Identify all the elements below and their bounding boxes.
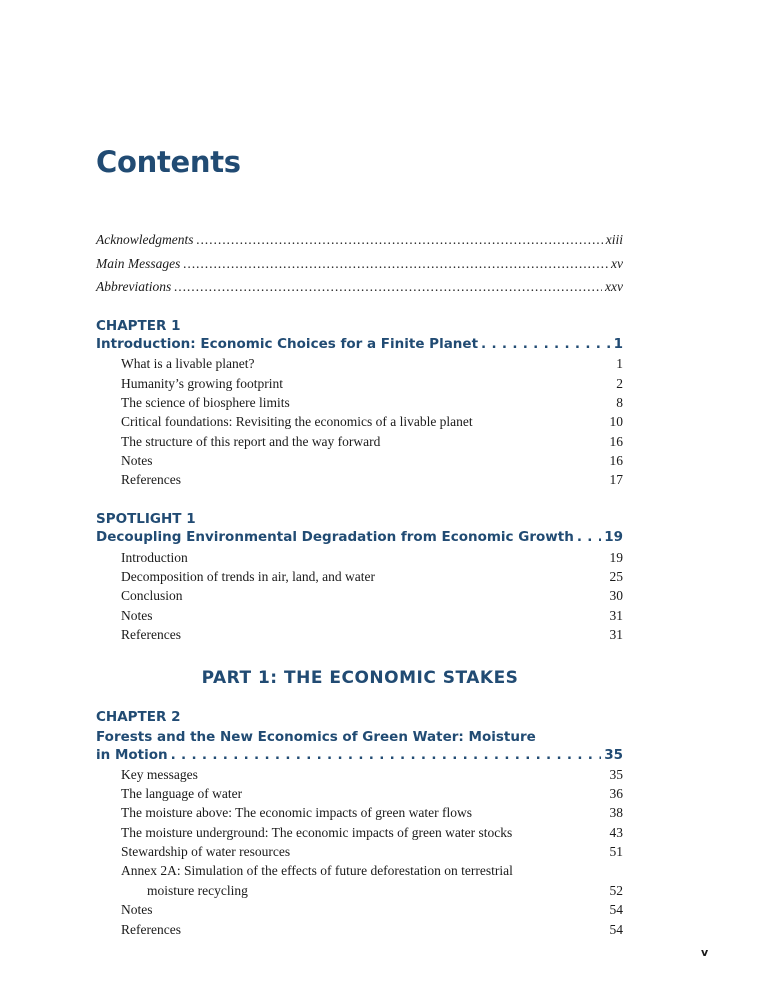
- dot-leader: [174, 279, 602, 295]
- page-number: v: [701, 946, 709, 959]
- toc-entry[interactable]: [121, 569, 623, 588]
- toc-entry-page: 54: [609, 902, 623, 917]
- toc-entry[interactable]: [121, 805, 623, 824]
- toc-entry-label: Abbreviations: [96, 279, 172, 294]
- toc-entry-page: 35: [609, 767, 623, 782]
- spotlight-page: 19: [604, 529, 623, 545]
- toc-entry-label: Introduction: [121, 550, 188, 565]
- toc-entry-label: What is a livable planet?: [121, 356, 255, 371]
- toc-entry-label: Decomposition of trends in air, land, and water: [121, 569, 376, 584]
- chapter-page: 1: [613, 336, 623, 352]
- dot-leader: [171, 747, 602, 763]
- toc-entry-main-messages[interactable]: [96, 256, 623, 276]
- dot-leader: [183, 256, 608, 272]
- toc-entry[interactable]: [121, 825, 623, 844]
- toc-entry-page: xxv: [605, 279, 623, 294]
- toc-entry-page: 16: [609, 434, 623, 449]
- toc-entry-page: 54: [609, 922, 623, 937]
- toc-entry[interactable]: [121, 550, 623, 569]
- toc-entry-label: Critical foundations: Revisiting the economics of a livable planet: [121, 414, 473, 429]
- toc-entry-label: The science of biosphere limits: [121, 395, 290, 410]
- toc-entry[interactable]: [121, 472, 623, 491]
- chapter-title-row[interactable]: [96, 747, 623, 767]
- toc-entry-page: 31: [609, 608, 623, 623]
- toc-entry[interactable]: [121, 863, 623, 882]
- toc-entry-label: References: [121, 922, 181, 937]
- toc-entry-page: 17: [609, 472, 623, 487]
- spotlight-title: Decoupling Environmental Degradation from Economic Growth: [96, 529, 574, 545]
- toc-entry-label: The moisture above: The economic impacts of green water flows: [121, 805, 473, 820]
- toc-entry-page: 43: [609, 825, 623, 840]
- toc-entry-label: References: [121, 472, 181, 487]
- toc-entry-page: 30: [609, 588, 623, 603]
- toc-entry[interactable]: [121, 414, 623, 433]
- toc-entry-label: The structure of this report and the way forward: [121, 434, 381, 449]
- toc-entry-label: Notes: [121, 453, 153, 468]
- toc-entry-label: Main Messages: [96, 256, 181, 271]
- chapter-page: 35: [604, 747, 623, 763]
- chapter-title-line1[interactable]: Forests and the New Economics of Green Water: Moisture: [96, 729, 536, 745]
- toc-entry-page: 2: [616, 376, 623, 391]
- toc-entry-abbreviations[interactable]: [96, 279, 623, 299]
- chapter-kicker: CHAPTER 1: [96, 318, 181, 334]
- toc-entry-page: xiii: [605, 232, 623, 247]
- toc-entry-page: 16: [609, 453, 623, 468]
- toc-entry[interactable]: [121, 627, 623, 646]
- toc-entry-label: The language of water: [121, 786, 243, 801]
- toc-entry-page: 36: [609, 786, 623, 801]
- toc-entry-label: Humanity’s growing footprint: [121, 376, 283, 391]
- toc-entry-page: xv: [611, 256, 623, 271]
- toc-entry-page: 25: [609, 569, 623, 584]
- toc-entry-label: References: [121, 627, 181, 642]
- toc-entry-acknowledgments[interactable]: [96, 232, 623, 252]
- toc-entry[interactable]: [121, 902, 623, 921]
- toc-entry-label: Notes: [121, 902, 153, 917]
- page-title: Contents: [96, 145, 241, 179]
- toc-entry-label: The moisture underground: The economic impacts of green water stocks: [121, 825, 513, 840]
- chapter-kicker: CHAPTER 2: [96, 709, 181, 725]
- toc-entry[interactable]: [121, 395, 623, 414]
- toc-entry[interactable]: [121, 608, 623, 627]
- toc-entry[interactable]: [121, 922, 623, 941]
- toc-entry[interactable]: [121, 356, 623, 375]
- chapter-title-line2: in Motion: [96, 747, 168, 763]
- toc-entry-page: 8: [616, 395, 623, 410]
- toc-entry-label: Acknowledgments: [96, 232, 194, 247]
- toc-entry-continuation[interactable]: [147, 883, 623, 902]
- toc-entry[interactable]: [121, 767, 623, 786]
- dot-leader: [196, 232, 602, 248]
- toc-entry[interactable]: [121, 434, 623, 453]
- dot-leader: [481, 336, 611, 352]
- toc-entry-label: Annex 2A: Simulation of the effects of future deforestation on terrestrial: [121, 863, 513, 878]
- toc-entry-label: Notes: [121, 608, 153, 623]
- toc-entry-label: Conclusion: [121, 588, 183, 603]
- spotlight-title-row[interactable]: [96, 529, 623, 549]
- toc-entry-page: 51: [609, 844, 623, 859]
- toc-entry-page: 1: [616, 356, 623, 371]
- part-heading: PART 1: THE ECONOMIC STAKES: [201, 668, 519, 688]
- toc-entry-label: moisture recycling: [147, 883, 248, 898]
- toc-entry-page: 52: [609, 883, 623, 898]
- toc-entry-page: 31: [609, 627, 623, 642]
- chapter-title: Introduction: Economic Choices for a Finite Planet: [96, 336, 479, 352]
- toc-entry-label: Stewardship of water resources: [121, 844, 291, 859]
- toc-entry-label: Key messages: [121, 767, 198, 782]
- spotlight-kicker: SPOTLIGHT 1: [96, 511, 196, 527]
- toc-entry[interactable]: [121, 376, 623, 395]
- dot-leader: [577, 529, 601, 545]
- toc-entry[interactable]: [121, 453, 623, 472]
- toc-entry-page: 19: [609, 550, 623, 565]
- toc-entry-page: 38: [609, 805, 623, 820]
- toc-entry[interactable]: [121, 786, 623, 805]
- toc-entry[interactable]: [121, 588, 623, 607]
- toc-entry-page: 10: [609, 414, 623, 429]
- chapter-title-row[interactable]: [96, 336, 623, 356]
- toc-entry[interactable]: [121, 844, 623, 863]
